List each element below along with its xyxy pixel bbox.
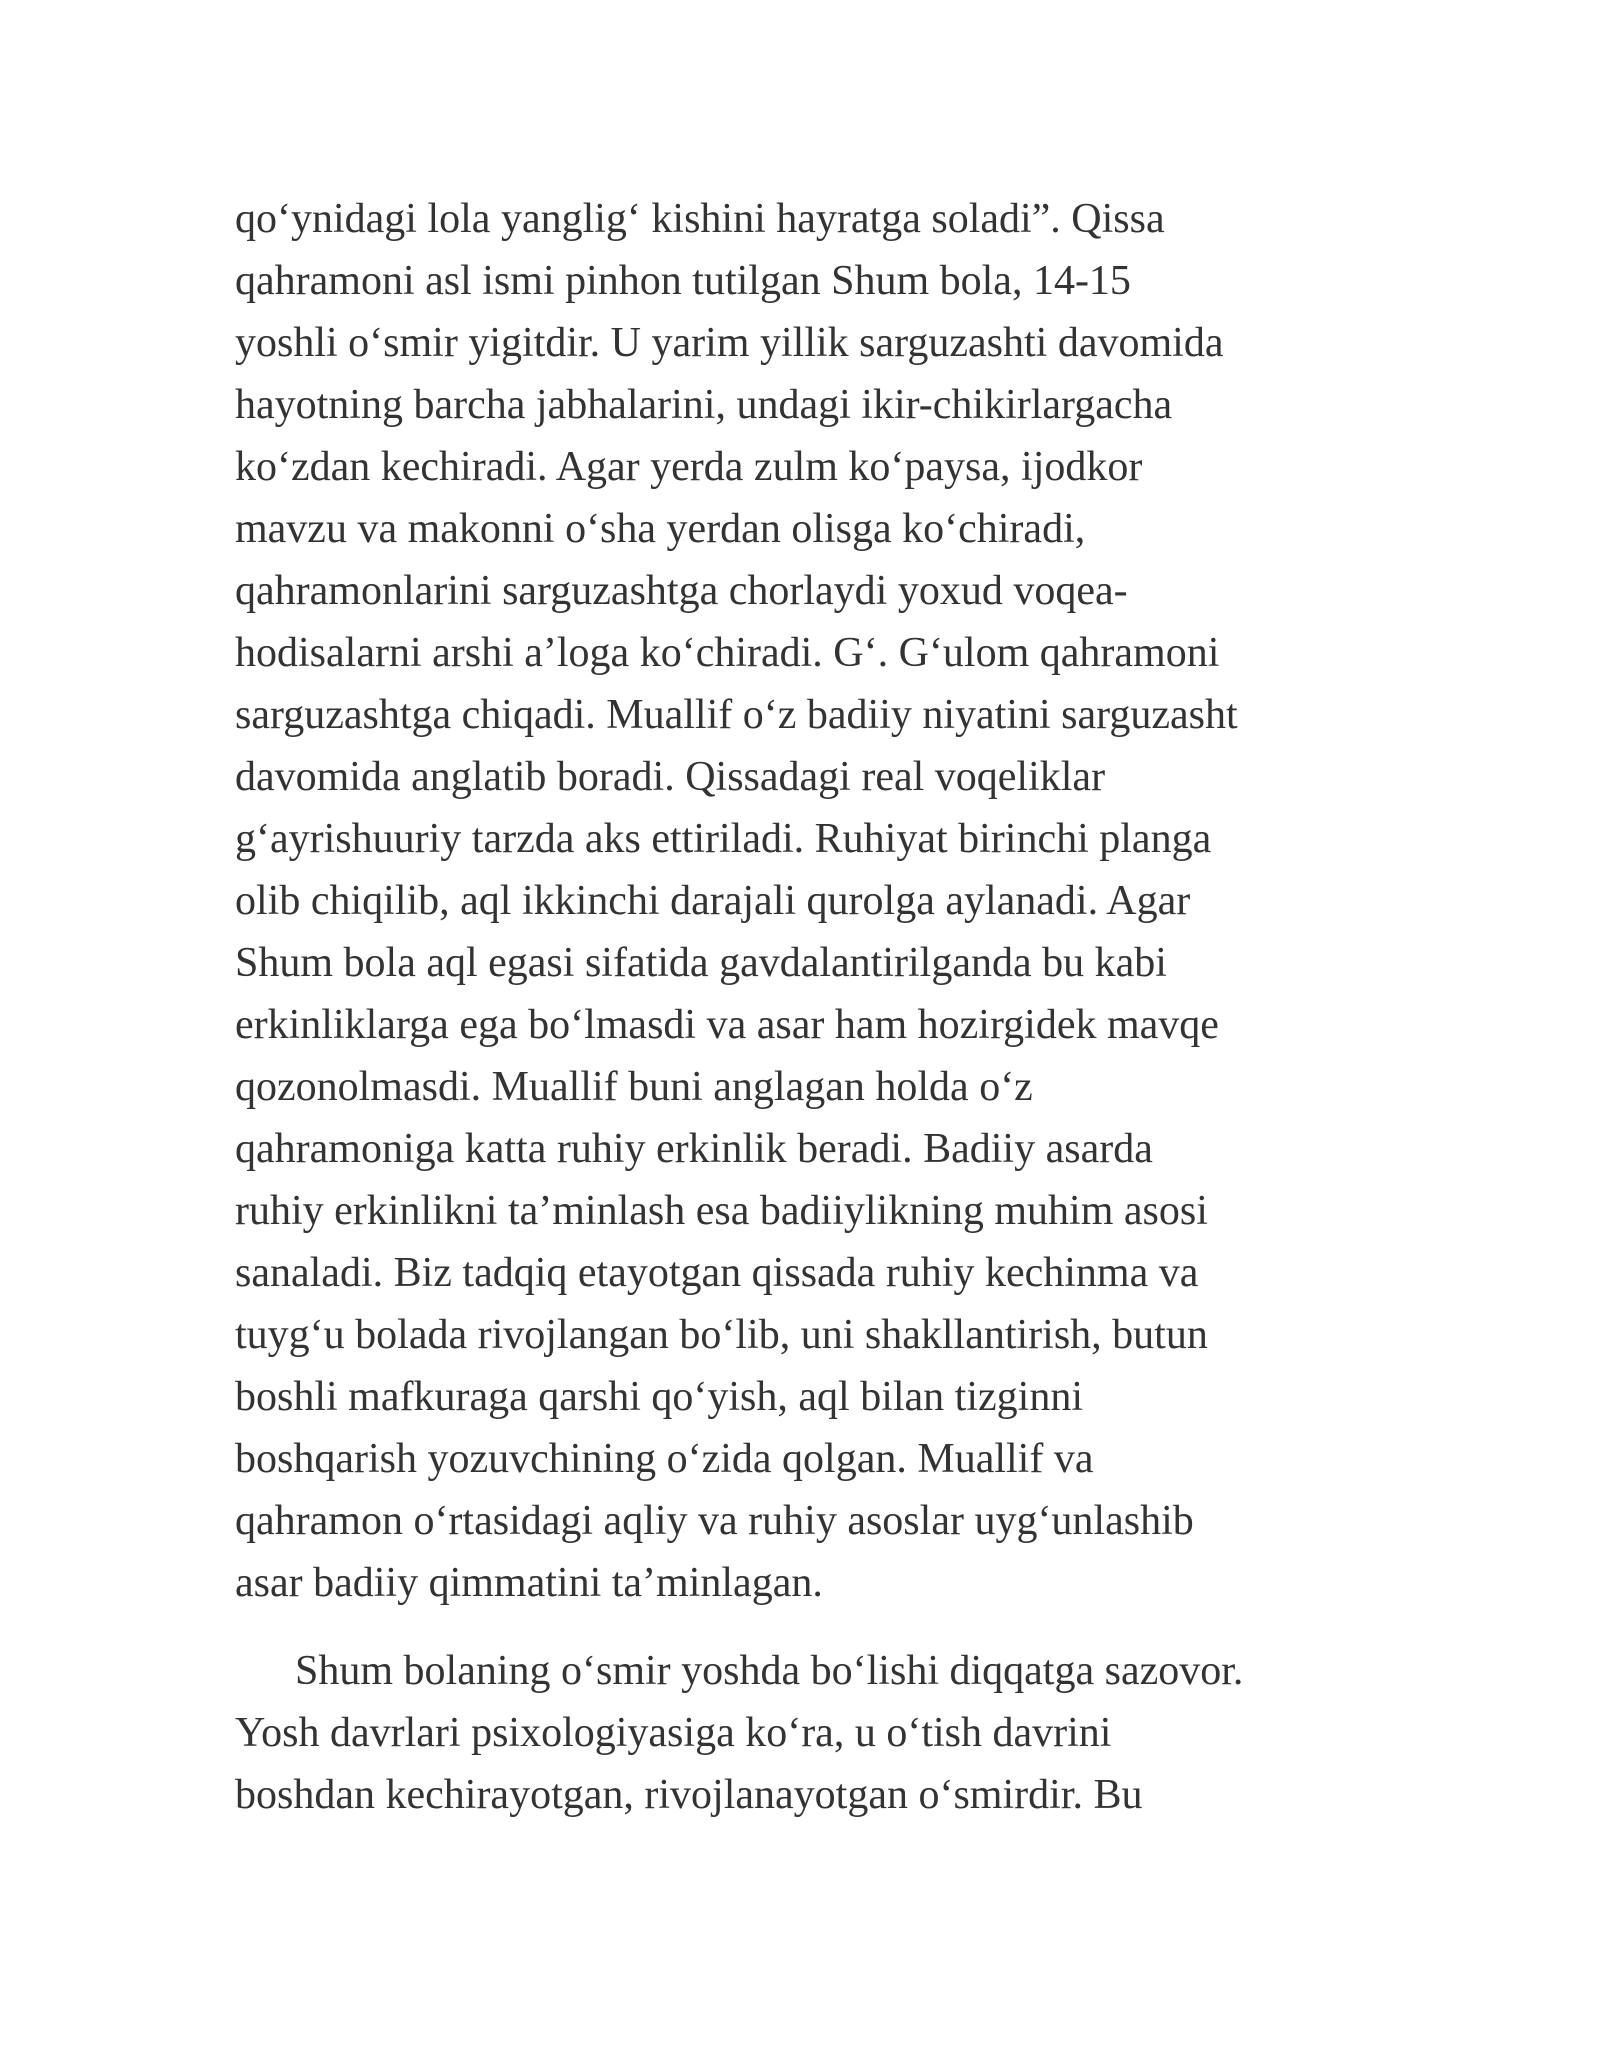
text-line: davomida anglatib boradi. Qissadagi real voqeliklar (235, 754, 1106, 800)
text-line: olib chiqilib, aql ikkinchi darajali qurolga aylanadi. Agar (235, 878, 1191, 924)
text-line: qahramon o‘rtasidagi aqliy va ruhiy asoslar uyg‘unlashib (235, 1498, 1194, 1544)
text-line: boshdan kechirayotgan, rivojlanayotgan o‘smirdir. Bu (235, 1772, 1143, 1818)
paragraph-1 (235, 188, 1395, 1614)
text-line: Yosh davrlari psixologiyasiga ko‘ra, u o‘tish davrini (235, 1710, 1112, 1756)
text-line: hayotning barcha jabhalarini, undagi ikir-chikirlargacha (235, 382, 1173, 428)
text-line: qahramoni asl ismi pinhon tutilgan Shum bola, 14-15 (235, 258, 1131, 304)
text-line: erkinliklarga ega bo‘lmasdi va asar ham hozirgidek mavqe (235, 1002, 1219, 1048)
text-line: qozonolmasdi. Muallif buni anglagan holda o‘z (235, 1064, 1033, 1110)
text-line: mavzu va makonni o‘sha yerdan olisga ko‘chiradi, (235, 506, 1086, 552)
paragraph-spacing (235, 1614, 1395, 1640)
text-line: Shum bolaning o‘smir yoshda bo‘lishi diqqatga sazovor. (295, 1648, 1244, 1694)
body-text (235, 188, 1395, 1826)
text-line: ko‘zdan kechiradi. Agar yerda zulm ko‘paysa, ijodkor (235, 444, 1143, 490)
text-line: boshqarish yozuvchining o‘zida qolgan. Muallif va (235, 1436, 1094, 1482)
text-line: qo‘ynidagi lola yanglig‘ kishini hayratga soladi”. Qissa (235, 196, 1165, 242)
text-line: hodisalarni arshi a’loga ko‘chiradi. G‘. G‘ulom qahramoni (235, 630, 1220, 676)
text-line: sanaladi. Biz tadqiq etayotgan qissada ruhiy kechinma va (235, 1250, 1199, 1296)
paragraph-2 (235, 1640, 1395, 1826)
text-line: ruhiy erkinlikni ta’minlash esa badiiylikning muhim asosi (235, 1188, 1208, 1234)
text-line: qahramoniga katta ruhiy erkinlik beradi. Badiiy asarda (235, 1126, 1153, 1172)
text-line: boshli mafkuraga qarshi qo‘yish, aql bilan tizginni (235, 1374, 1083, 1420)
text-line: Shum bola aql egasi sifatida gavdalantirilganda bu kabi (235, 940, 1167, 986)
text-line: qahramonlarini sarguzashtga chorlaydi yoxud voqea- (235, 568, 1128, 614)
text-line: asar badiiy qimmatini ta’minlagan. (235, 1560, 823, 1606)
text-line: tuyg‘u bolada rivojlangan bo‘lib, uni shakllantirish, butun (235, 1312, 1208, 1358)
text-line: yoshli o‘smir yigitdir. U yarim yillik sarguzashti davomida (235, 320, 1224, 366)
text-line: sarguzashtga chiqadi. Muallif o‘z badiiy niyatini sarguzasht (235, 692, 1238, 738)
text-line: g‘ayrishuuriy tarzda aks ettiriladi. Ruhiyat birinchi planga (235, 816, 1212, 862)
